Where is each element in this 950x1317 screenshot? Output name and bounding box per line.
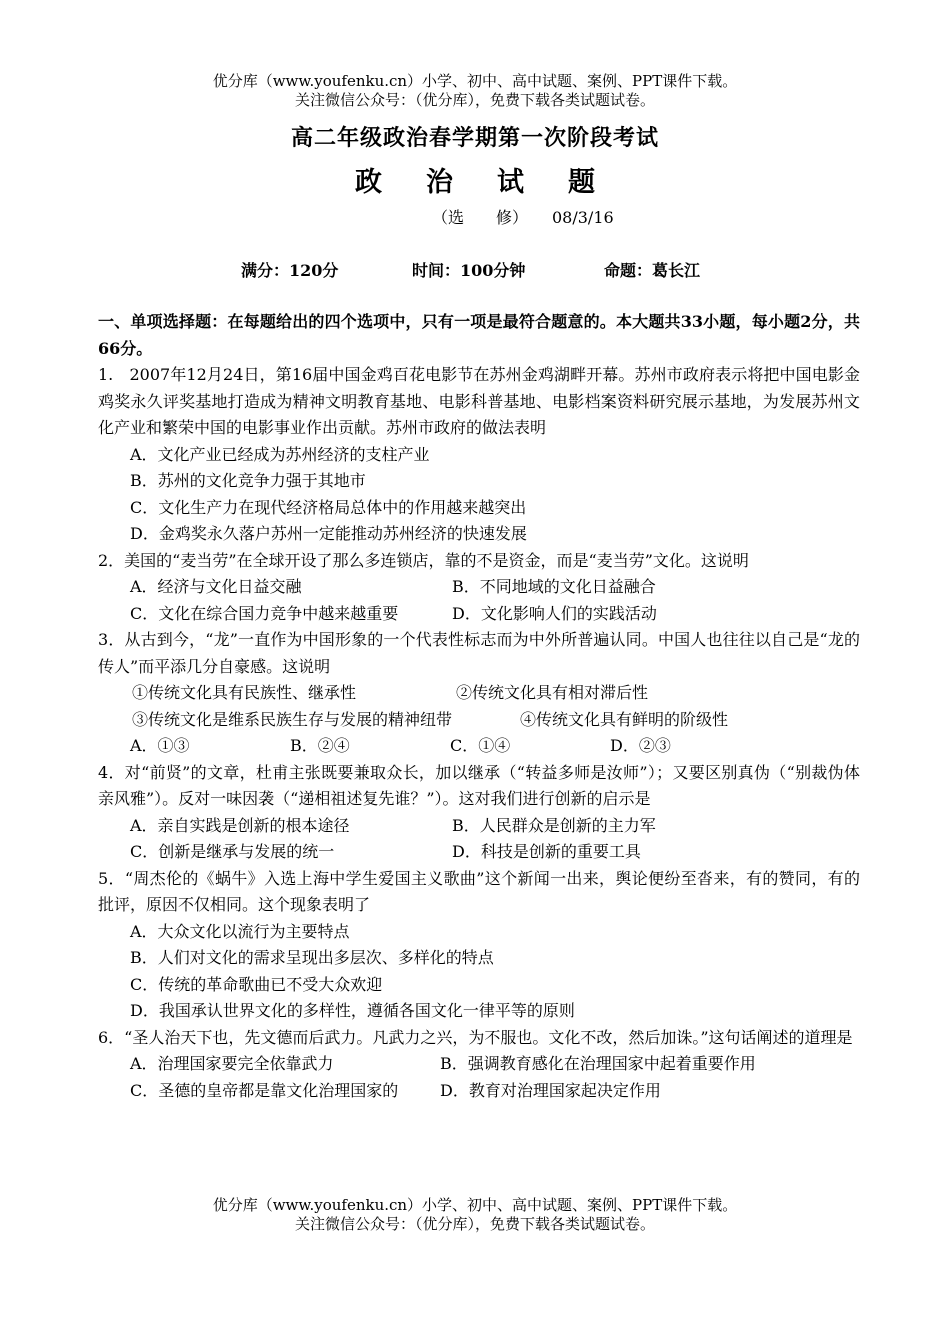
- options-row: [98, 1078, 860, 1105]
- option-a: A．经济与文化日益交融: [130, 577, 302, 596]
- question-6: [98, 1025, 860, 1105]
- statement-2: ②传统文化具有相对滞后性: [456, 683, 649, 702]
- option-b: B．②④: [290, 736, 350, 755]
- question-5: [98, 866, 860, 1025]
- page-header: [0, 72, 950, 110]
- header-line-2: 关注微信公众号：（优分库），免费下载各类试题试卷。: [294, 91, 655, 109]
- option-c: C．传统的革命歌曲已不受大众欢迎: [130, 974, 383, 994]
- subtitle-char: 试: [497, 167, 524, 198]
- option-c: C．①④: [450, 736, 511, 755]
- page-footer: [0, 1196, 950, 1234]
- statement-3: ③传统文化是维系民族生存与发展的精神纽带: [132, 709, 453, 729]
- option-a: A．治理国家要完全依靠武力: [130, 1054, 334, 1073]
- option-b: B．苏州的文化竞争力强于其地市: [130, 471, 366, 490]
- elective-label: （选 修）: [432, 208, 529, 227]
- subtitle-char: 治: [426, 167, 453, 198]
- options-row: [98, 839, 860, 866]
- option-b: B．不同地域的文化日益融合: [452, 577, 656, 596]
- option-c: C．圣德的皇帝都是靠文化治理国家的: [130, 1080, 399, 1100]
- options-row: [98, 813, 860, 840]
- question-stem: 4．对“前贤”的文章，杜甫主张既要兼取众长，加以继承（“转益多师是汝师”）；又要区别真伪（“别裁伪体亲风雅”）。反对一味因袭（“递相祖述复先谁？”）。这对我们进行创新的启示是: [98, 762, 860, 808]
- option-b: B．人民群众是创新的主力军: [452, 815, 656, 835]
- option-d: D．文化影响人们的实践活动: [452, 603, 657, 623]
- subtitle-char: 政: [355, 167, 382, 198]
- option-c: C．文化生产力在现代经济格局总体中的作用越来越突出: [130, 497, 527, 517]
- question-stem: 1. 2007年12月24日，第16届中国金鸡百花电影节在苏州金鸡湖畔开幕。苏州市政府表示将把中国电影金鸡奖永久评奖基地打造成为精神文明教育基地、电影科普基地、电影档案资料研究展示基地，为发展苏州文化产业和繁荣中国的电影事业作出贡献。苏州市政府的做法表明: [98, 365, 860, 437]
- statements-row: [98, 680, 860, 707]
- footer-line-1: 优分库（www.youfenku.cn）小学、初中、高中试题、案例、PPT课件下载。: [212, 1196, 738, 1214]
- question-2: [98, 548, 860, 628]
- option-d: D．我国承认世界文化的多样性，遵循各国文化一律平等的原则: [130, 1001, 575, 1020]
- exam-author: 命题：葛长江: [604, 261, 701, 280]
- question-stem: 3．从古到今，“龙”一直作为中国形象的一个代表性标志而为中外所普遍认同。中国人也往往以自己是“龙的传人”而平添几分自豪感。这说明: [98, 630, 860, 676]
- question-stem: 5．“周杰伦的《蜗牛》入选上海中学生爱国主义歌曲”这个新闻一出来，舆论便纷至沓来，有的赞同，有的批评，原因不仅相同。这个现象表明了: [98, 868, 860, 914]
- option-a: A．文化产业已经成为苏州经济的支柱产业: [130, 444, 430, 464]
- option-b: B．人们对文化的需求呈现出多层次、多样化的特点: [130, 948, 494, 967]
- options-row: [98, 601, 860, 628]
- question-3: [98, 627, 860, 760]
- statement-4: ④传统文化具有鲜明的阶级性: [520, 709, 729, 729]
- option-b: B．强调教育感化在治理国家中起着重要作用: [440, 1054, 756, 1073]
- question-stem: 2．美国的“麦当劳”在全球开设了那么多连锁店，靠的不是资金，而是“麦当劳”文化。这说明: [98, 550, 749, 570]
- option-d: D．科技是创新的重要工具: [452, 842, 641, 861]
- header-line-1: 优分库（www.youfenku.cn）小学、初中、高中试题、案例、PPT课件下载。: [212, 72, 738, 90]
- question-1: [98, 362, 860, 548]
- option-a: A．①③: [130, 736, 190, 755]
- options-row: [98, 1051, 860, 1078]
- exam-meta-line: [432, 205, 614, 228]
- option-d: D．②③: [610, 736, 671, 755]
- exam-title: 高二年级政治春学期第一次阶段考试: [290, 125, 659, 151]
- options-row: [98, 733, 860, 760]
- exam-subtitle: [0, 160, 950, 199]
- option-d: D．金鸡奖永久落户苏州一定能推动苏州经济的快速发展: [130, 524, 527, 543]
- options-row: [98, 574, 860, 601]
- statement-1: ①传统文化具有民族性、继承性: [132, 683, 357, 702]
- question-stem: 6．“圣人治天下也，先文德而后武力。凡武力之兴，为不服也。文化不改，然后加诛。”这句话阐述的道理是: [98, 1027, 853, 1047]
- option-c: C．文化在综合国力竞争中越来越重要: [130, 603, 399, 623]
- footer-line-2: 关注微信公众号：（优分库），免费下载各类试题试卷。: [294, 1215, 655, 1233]
- section-heading: 一、单项选择题：在每题给出的四个选项中，只有一项是最符合题意的。本大题共33小题，每小题2分，共66分。: [98, 312, 860, 358]
- question-4: [98, 760, 860, 866]
- statements-row: [98, 707, 860, 734]
- option-a: A．大众文化以流行为主要特点: [130, 921, 350, 941]
- exam-time: 时间：100分钟: [412, 261, 526, 280]
- option-a: A．亲自实践是创新的根本途径: [130, 815, 350, 835]
- exam-content: [98, 309, 860, 1104]
- exam-date: 08/3/16: [552, 208, 614, 227]
- option-c: C．创新是继承与发展的统一: [130, 842, 335, 861]
- option-d: D．教育对治理国家起决定作用: [440, 1080, 661, 1100]
- full-score: 满分：120分: [241, 261, 339, 280]
- subtitle-char: 题: [568, 167, 595, 198]
